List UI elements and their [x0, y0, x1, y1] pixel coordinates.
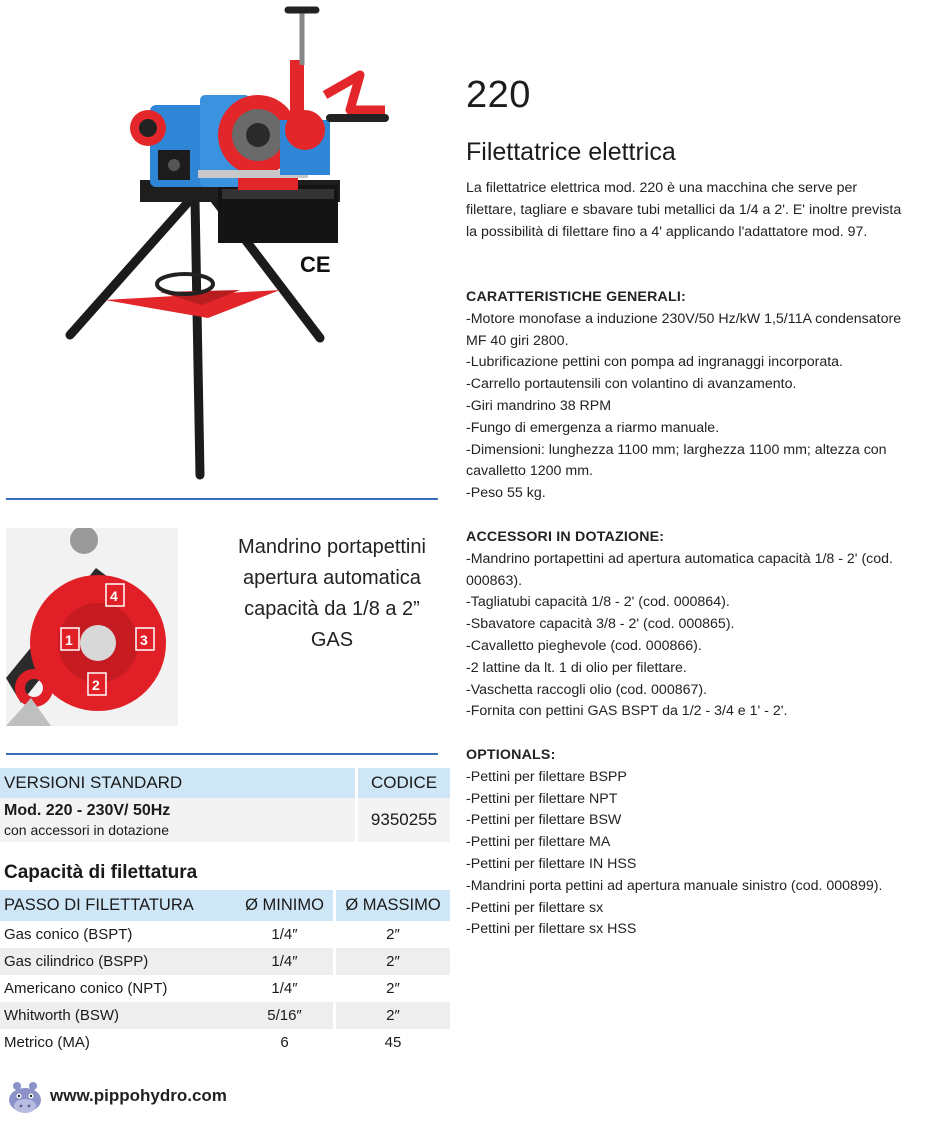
- list-item: -Pettini per filettare NPT: [466, 790, 618, 807]
- ce-mark: CE: [300, 252, 331, 277]
- die-number-label: 3: [140, 632, 148, 648]
- version-model: Mod. 220 - 230V/ 50Hz: [4, 802, 171, 819]
- table-row: [0, 921, 450, 948]
- chuck-photo: [6, 528, 178, 726]
- max-cell: 45: [336, 1029, 450, 1056]
- die-number-label: 2: [92, 677, 100, 693]
- hippo-logo-icon: [6, 1076, 44, 1116]
- list-item: -Dimensioni: lunghezza 1100 mm; larghezza 1100 mm; altezza con cavalletto 1200 mm.: [466, 441, 887, 480]
- table-row: [0, 975, 450, 1002]
- die-number-label: 4: [110, 588, 118, 604]
- optionals-section: [466, 745, 911, 941]
- column-header-min: Ø MINIMO: [236, 890, 336, 921]
- caption-line: apertura automatica: [243, 567, 421, 589]
- caption-line: GAS: [310, 629, 354, 651]
- max-cell: 2″: [336, 975, 450, 1002]
- product-name: Filettatrice elettrica: [466, 138, 676, 166]
- section-divider: [6, 498, 438, 500]
- max-cell: 2″: [336, 948, 450, 975]
- column-header-version: VERSIONI STANDARD: [0, 768, 358, 798]
- list-item: -Vaschetta raccogli olio (cod. 000867).: [466, 681, 708, 698]
- column-header-pitch: PASSO DI FILETTATURA: [0, 890, 236, 921]
- list-item: -Tagliatubi capacità 1/8 - 2' (cod. 000864).: [466, 594, 730, 611]
- list-item: -Pettini per filettare sx HSS: [466, 921, 637, 938]
- list-item: -Pettini per filettare BSW: [466, 812, 622, 829]
- included-accessories-section: [466, 527, 911, 723]
- min-cell: 1/4″: [236, 948, 336, 975]
- caption-line: Mandrino portapettini: [238, 536, 426, 558]
- section-title: OPTIONALS:: [466, 747, 556, 763]
- min-cell: 6: [236, 1029, 336, 1056]
- max-cell: 2″: [336, 1002, 450, 1029]
- min-cell: 1/4″: [236, 921, 336, 948]
- table-row: [0, 948, 450, 975]
- section-title: CARATTERISTICHE GENERALI:: [466, 289, 686, 305]
- general-features-section: [466, 287, 911, 505]
- min-cell: 1/4″: [236, 975, 336, 1002]
- list-item: -Pettini per filettare BSPP: [466, 768, 627, 785]
- model-number: 220: [466, 74, 531, 116]
- die-number-label: 1: [65, 632, 73, 648]
- chuck-caption: [200, 532, 464, 656]
- list-item: -Sbavatore capacità 3/8 - 2' (cod. 000865).: [466, 616, 735, 633]
- version-code: 9350255: [358, 798, 450, 842]
- version-note: con accessori in dotazione: [4, 822, 169, 838]
- pitch-cell: Gas cilindrico (BSPP): [0, 948, 236, 975]
- column-header-max: Ø MASSIMO: [336, 890, 450, 921]
- table-row: [0, 1002, 450, 1029]
- list-item: -Mandrino portapettini ad apertura automatica capacità 1/8 - 2' (cod. 000863).: [466, 550, 893, 589]
- section-title: ACCESSORI IN DOTAZIONE:: [466, 529, 665, 545]
- list-item: -Fungo di emergenza a riarmo manuale.: [466, 419, 720, 436]
- list-item: -Giri mandrino 38 RPM: [466, 397, 612, 414]
- capacity-table: [0, 890, 450, 1056]
- list-item: -Pettini per filettare MA: [466, 834, 611, 851]
- list-item: -Lubrificazione pettini con pompa ad ingranaggi incorporata.: [466, 354, 843, 371]
- pitch-cell: Gas conico (BSPT): [0, 921, 236, 948]
- caption-line: capacità da 1/8 a 2”: [244, 598, 420, 620]
- min-cell: 5/16″: [236, 1002, 336, 1029]
- section-divider: [6, 753, 438, 755]
- list-item: -2 lattine da lt. 1 di olio per filettare.: [466, 659, 687, 676]
- list-item: -Fornita con pettini GAS BSPT da 1/2 - 3/4 e 1' - 2'.: [466, 703, 788, 720]
- threading-machine-image: [40, 0, 440, 490]
- list-item: -Peso 55 kg.: [466, 485, 546, 502]
- list-item: -Mandrini porta pettini ad apertura manuale sinistro (cod. 000899).: [466, 877, 883, 894]
- product-description: La filettatrice elettrica mod. 220 è una macchina che serve per filettare, tagliare e sbavare tubi metallici da 1/4 a 2'. E' inoltre prevista la possibilità di filettare fino a 4' applicando l'adattatore mod. 97.: [466, 180, 902, 240]
- list-item: -Motore monofase a induzione 230V/50 Hz/kW 1,5/11A condensatore MF 40 giri 2800.: [466, 310, 902, 349]
- pitch-cell: Americano conico (NPT): [0, 975, 236, 1002]
- list-item: -Pettini per filettare IN HSS: [466, 855, 637, 872]
- capacity-title: Capacità di filettatura: [4, 862, 198, 883]
- versions-table: [0, 768, 450, 842]
- version-cell: [0, 798, 358, 842]
- list-item: -Cavalletto pieghevole (cod. 000866).: [466, 637, 702, 654]
- website-link[interactable]: www.pippohydro.com: [50, 1086, 227, 1105]
- pitch-cell: Metrico (MA): [0, 1029, 236, 1056]
- table-row: [0, 798, 450, 842]
- list-item: -Pettini per filettare sx: [466, 899, 604, 916]
- max-cell: 2″: [336, 921, 450, 948]
- pitch-cell: Whitworth (BSW): [0, 1002, 236, 1029]
- list-item: -Carrello portautensili con volantino di avanzamento.: [466, 376, 797, 393]
- column-header-code: CODICE: [358, 768, 450, 798]
- table-row: [0, 1029, 450, 1056]
